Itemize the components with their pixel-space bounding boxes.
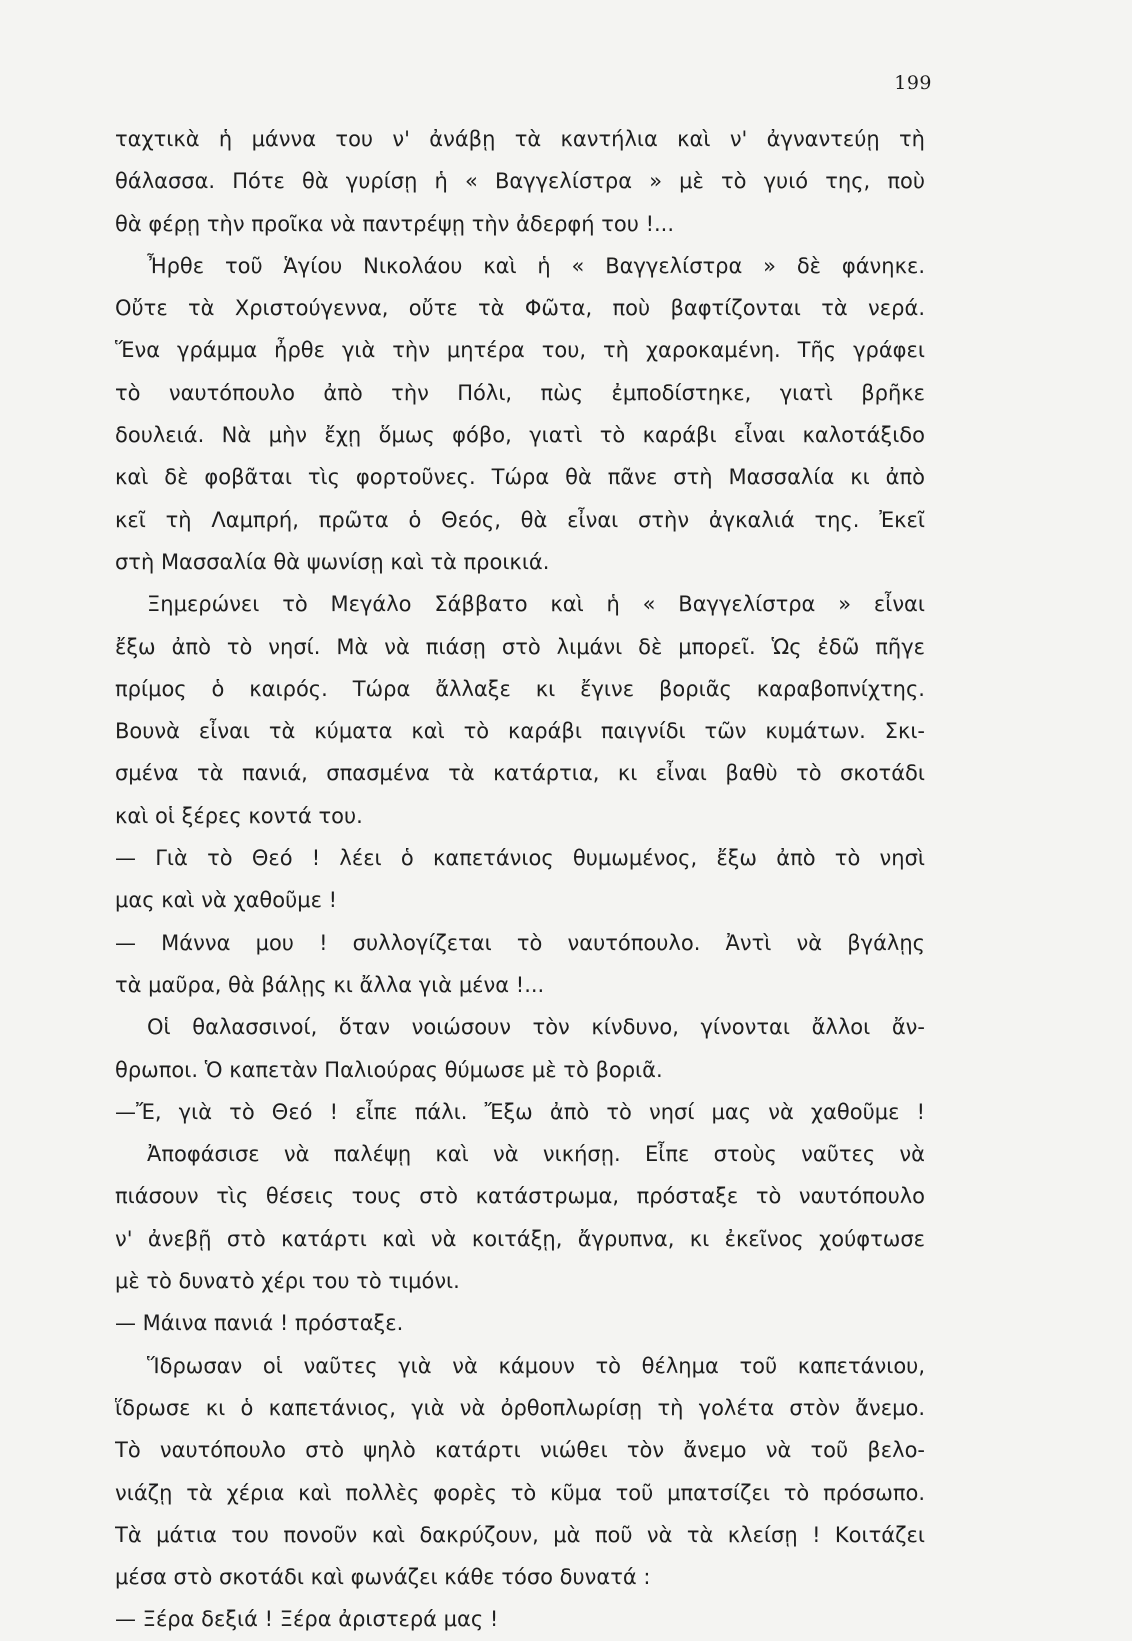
text-line: θάλασσα. Πότε θὰ γυρίσῃ ἡ « Βαγγελίστρα » μὲ τὸ γυιό της, ποὺ — [115, 169, 925, 194]
text-line: Ἵδρωσαν οἱ ναῦτες γιὰ νὰ κάμουν τὸ θέλημα τοῦ καπετάνιου, — [147, 1353, 925, 1378]
text-line: Ἕνα γράμμα ἦρθε γιὰ τὴν μητέρα του, τὴ χαροκαμένη. Τῆς γράφει — [115, 338, 925, 363]
text-line: ἵδρωσε κι ὁ καπετάνιος, γιὰ νὰ ὀρθοπλωρίσῃ τὴ γολέτα στὸν ἄνεμο. — [115, 1395, 925, 1420]
text-line: Τὰ μάτια του πονοῦν καὶ δακρύζουν, μὰ ποῦ νὰ τὰ κλείσῃ ! Κοιτάζει — [115, 1522, 925, 1547]
text-line: μέσα στὸ σκοτάδι καὶ φωνάζει κάθε τόσο δυνατά : — [115, 1565, 651, 1590]
text-line: — Μάινα πανιά ! πρόσταξε. — [115, 1311, 404, 1336]
text-line: σμένα τὰ πανιά, σπασμένα τὰ κατάρτια, κι εἶναι βαθὺ τὸ σκοτάδι — [115, 761, 925, 786]
text-line: — Μάννα μου ! συλλογίζεται τὸ ναυτόπουλο. Ἀντὶ νὰ βγάλῃς — [115, 930, 925, 955]
text-line: στὴ Μασσαλία θὰ ψωνίσῃ καὶ τὰ προικιά. — [115, 549, 550, 574]
text-line: μας καὶ νὰ χαθοῦμε ! — [115, 888, 338, 913]
body-text — [115, 118, 925, 1641]
text-line: ν' ἀνεβῇ στὸ κατάρτι καὶ νὰ κοιτάξῃ, ἄγρυπνα, κι ἐκεῖνος χούφτωσε — [115, 1226, 925, 1251]
text-line: Ἦρθε τοῦ Ἁγίου Νικολάου καὶ ἡ « Βαγγελίστρα » δὲ φάνηκε. — [147, 253, 925, 278]
text-line: δουλειά. Νὰ μὴν ἔχῃ ὅμως φόβο, γιατὶ τὸ καράβι εἶναι καλοτάξιδο — [115, 423, 925, 448]
text-line: ταχτικὰ ἡ μάννα του ν' ἀνάβῃ τὰ καντήλια καὶ ν' ἀγναντεύῃ τὴ — [115, 127, 925, 151]
text-line: — Γιὰ τὸ Θεό ! λέει ὁ καπετάνιος θυμωμένος, ἔξω ἀπὸ τὸ νησὶ — [115, 846, 925, 871]
text-line: καὶ οἱ ξέρες κοντά του. — [115, 803, 363, 828]
page-number: 199 — [894, 72, 932, 94]
text-line: καὶ δὲ φοβᾶται τὶς φορτοῦνες. Τώρα θὰ πᾶνε στὴ Μασσαλία κι ἀπὸ — [115, 465, 925, 490]
text-line: κεῖ τὴ Λαμπρή, πρῶτα ὁ Θεός, θὰ εἶναι στὴν ἀγκαλιά της. Ἐκεῖ — [115, 507, 925, 532]
text-line: πρίμος ὁ καιρός. Τώρα ἄλλαξε κι ἔγινε βοριᾶς καραβοπνίχτης. — [115, 676, 925, 701]
text-line: Οὔτε τὰ Χριστούγεννα, οὔτε τὰ Φῶτα, ποὺ βαφτίζονται τὰ νερά. — [115, 296, 925, 321]
text-line: Τὸ ναυτόπουλο στὸ ψηλὸ κατάρτι νιώθει τὸν ἄνεμο νὰ τοῦ βελο- — [115, 1438, 925, 1463]
text-line: Βουνὰ εἶναι τὰ κύματα καὶ τὸ καράβι παιγνίδι τῶν κυμάτων. Σκι- — [115, 719, 925, 744]
text-line: Οἱ θαλασσινοί, ὅταν νοιώσουν τὸν κίνδυνο, γίνονται ἄλλοι ἄν- — [147, 1015, 925, 1040]
text-line: μὲ τὸ δυνατὸ χέρι του τὸ τιμόνι. — [115, 1269, 460, 1294]
text-line: τὸ ναυτόπουλο ἀπὸ τὴν Πόλι, πὼς ἐμποδίστηκε, γιατὶ βρῆκε — [115, 380, 925, 405]
text-line: θρωποι. Ὁ καπετὰν Παλιούρας θύμωσε μὲ τὸ βοριᾶ. — [115, 1057, 663, 1082]
text-line: Ξημερώνει τὸ Μεγάλο Σάββατο καὶ ἡ « Βαγγελίστρα » εἶναι — [147, 592, 925, 617]
text-line: τὰ μαῦρα, θὰ βάλῃς κι ἄλλα γιὰ μένα !... — [115, 972, 545, 997]
text-line: νιάζῃ τὰ χέρια καὶ πολλὲς φορὲς τὸ κῦμα τοῦ μπατσίζει τὸ πρόσωπο. — [115, 1480, 925, 1505]
text-line: πιάσουν τὶς θέσεις τους στὸ κατάστρωμα, πρόσταξε τὸ ναυτόπουλο — [115, 1184, 925, 1209]
text-line: ἔξω ἀπὸ τὸ νησί. Μὰ νὰ πιάσῃ στὸ λιμάνι δὲ μπορεῖ. Ὡς ἐδῶ πῆγε — [115, 634, 925, 659]
text-line: — Ξέρα δεξιά ! Ξέρα ἀριστερά μας ! — [115, 1607, 499, 1632]
text-line: θὰ φέρῃ τὴν προῖκα νὰ παντρέψῃ τὴν ἀδερφή του !... — [115, 211, 675, 236]
text-line: Ἀποφάσισε νὰ παλέψῃ καὶ νὰ νικήσῃ. Εἶπε στοὺς ναῦτες νὰ — [147, 1142, 925, 1167]
text-line: —Ἔ, γιὰ τὸ Θεό ! εἶπε πάλι. Ἔξω ἀπὸ τὸ νησί μας νὰ χαθοῦμε ! — [115, 1099, 925, 1124]
